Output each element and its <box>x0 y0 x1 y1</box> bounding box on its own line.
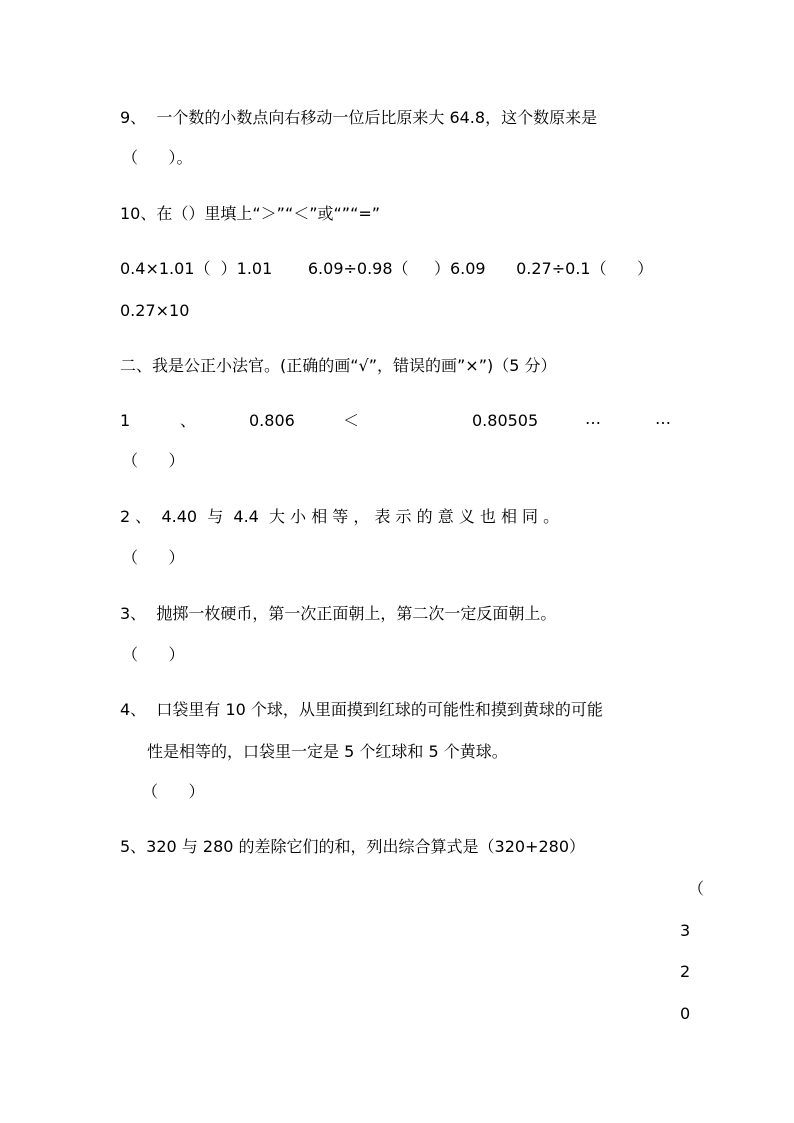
q10-title: 10、在（）里填上“＞”“＜”或“”“=” <box>120 204 381 223</box>
q10-items-continued: 0.27×10 <box>120 301 190 320</box>
j5-overflow-digit-3: 3 <box>680 921 691 940</box>
section-2-heading: 二、我是公正小法官。(正确的画“√”，错误的画”×”)（5 分） <box>120 356 557 375</box>
j3-answer-paren: （ ） <box>122 645 185 664</box>
j4-line2: 性是相等的，口袋里一定是 5 个红球和 5 个黄球。 <box>147 742 508 761</box>
j4-line1: 4、 口袋里有 10 个球，从里面摸到红球的可能性和摸到黄球的可能 <box>120 700 603 719</box>
j1-value-a: 0.806 <box>249 411 295 430</box>
j1-ellipsis-1: … <box>585 409 601 428</box>
j1-value-b: 0.80505 <box>472 411 539 430</box>
j5-overflow-digit-2: 2 <box>680 962 691 981</box>
j1-separator: 、 <box>180 411 197 430</box>
j4-answer-paren: （ ） <box>142 782 205 801</box>
j1-ellipsis-2: … <box>655 409 671 428</box>
j5-line1: 5、320 与 280 的差除它们的和，列出综合算式是（320+280） <box>120 837 586 856</box>
j1-less-than: ＜ <box>343 411 360 430</box>
j5-overflow-paren: （ <box>688 879 705 898</box>
j2-answer-paren: （ ） <box>122 548 185 567</box>
j3-line1: 3、 抛掷一枚硬币，第一次正面朝上，第二次一定反面朝上。 <box>120 604 557 623</box>
q9-answer-paren: （ ）。 <box>122 148 193 167</box>
q9-line1: 9、 一个数的小数点向右移动一位后比原来大 64.8，这个数原来是 <box>120 108 598 127</box>
q10-items: 0.4×1.01（ ）1.01 6.09÷0.98（ ）6.09 0.27÷0.1（ ） <box>120 259 654 278</box>
j2-line1: 2 、 4.40 与 4.4 大 小 相 等 ， 表 示 的 意 义 也 相 同 。 <box>120 507 560 526</box>
j1-answer-paren: （ ） <box>122 451 185 470</box>
j5-overflow-digit-0: 0 <box>680 1004 691 1023</box>
j1-number: 1 <box>120 411 131 430</box>
